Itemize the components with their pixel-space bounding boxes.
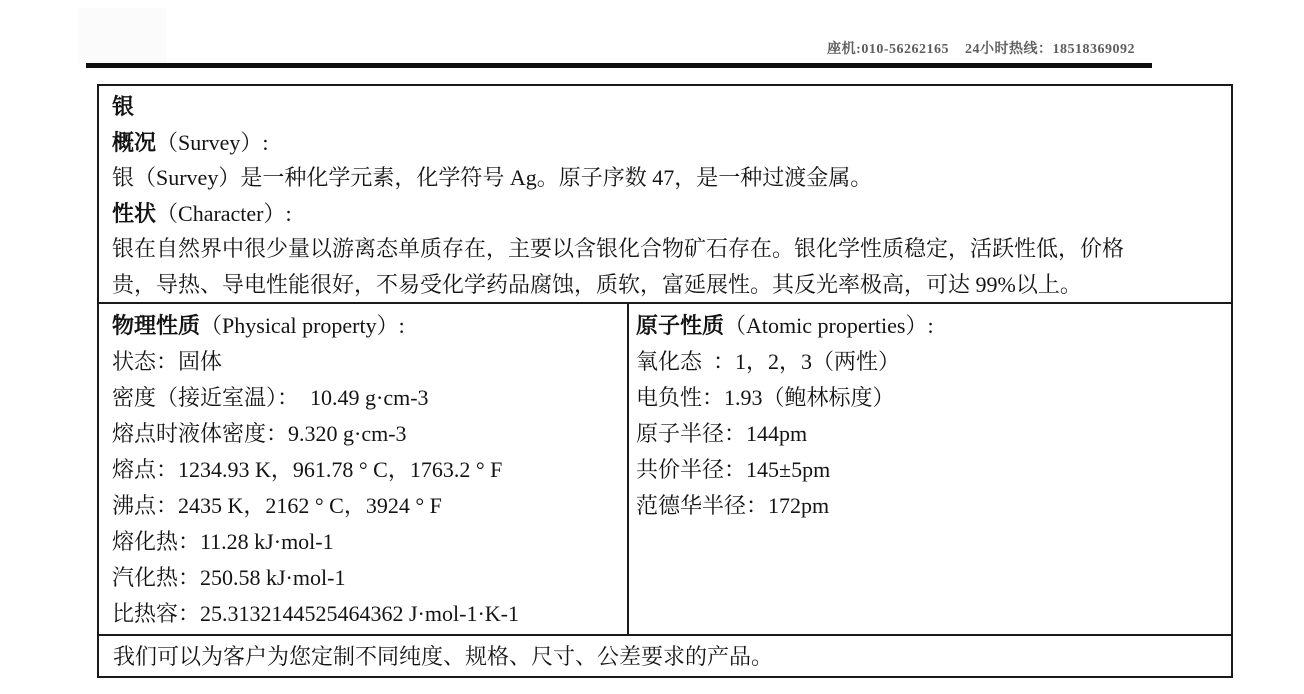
- physical-property-row: 熔点：1234.93 K，961.78 ° C，1763.2 ° F: [112, 457, 503, 482]
- physical-property-row: 沸点：2435 K，2162 ° C，3924 ° F: [112, 493, 442, 518]
- survey-text: 银（Survey）是一种化学元素，化学符号 Ag。原子序数 47，是一种过渡金属。: [112, 165, 873, 190]
- character-text-line2: 贵，导热、导电性能很好，不易受化学药品腐蚀，质软，富延展性。其反光率极高，可达 99%以上。: [112, 271, 1082, 297]
- character-heading-cn: 性状: [112, 200, 157, 226]
- intro-section: [99, 86, 1231, 304]
- survey-heading-en: （Survey）:: [156, 129, 269, 155]
- character-text-line1: 银在自然界中很少量以游离态单质存在，主要以含银化合物矿石存在。银化学性质稳定，活跃性低，价格: [112, 236, 1125, 261]
- physical-property-row: 比热容：25.3132144525464362 J·mol-1·K-1: [112, 601, 519, 626]
- customization-note: 我们可以为客户为您定制不同纯度、规格、尺寸、公差要求的产品。: [113, 644, 774, 669]
- survey-heading: [112, 125, 1217, 161]
- atomic-property-row: 电负性：1.93（鲍林标度）: [636, 385, 895, 410]
- element-title: 银: [112, 94, 135, 119]
- properties-section: [99, 304, 1231, 636]
- atomic-title-en: （Atomic properties）:: [724, 313, 934, 338]
- physical-title-en: （Physical property）:: [200, 313, 405, 338]
- character-heading: [112, 196, 1217, 232]
- physical-properties-column: [99, 304, 629, 634]
- survey-heading-cn: 概况: [112, 129, 157, 155]
- atomic-properties-list: [636, 344, 1223, 524]
- atomic-property-row: 共价半径：145±5pm: [636, 457, 831, 482]
- character-heading-en: （Character）:: [156, 200, 292, 226]
- logo-placeholder: [78, 8, 166, 64]
- physical-properties-title: [112, 308, 619, 344]
- physical-property-row: 汽化热：250.58 kJ·mol-1: [112, 565, 346, 590]
- physical-title-cn: 物理性质: [112, 313, 201, 338]
- atomic-property-row: 原子半径：144pm: [636, 421, 808, 446]
- header-divider: [86, 63, 1152, 68]
- physical-property-row: 熔点时液体密度：9.320 g·cm-3: [112, 421, 407, 446]
- atomic-title-cn: 原子性质: [636, 313, 725, 338]
- atomic-property-row: 范德华半径：172pm: [636, 493, 830, 518]
- physical-properties-list: [112, 344, 619, 632]
- contact-info: 座机:010-56262165 24小时热线：18518369092: [827, 42, 1135, 57]
- element-info-table: [97, 84, 1233, 678]
- physical-property-row: 密度（接近室温）： 10.49 g·cm-3: [112, 385, 429, 410]
- physical-property-row: 熔化热：11.28 kJ·mol-1: [112, 529, 334, 554]
- atomic-properties-column: [629, 304, 1231, 634]
- physical-property-row: 状态：固体: [112, 349, 223, 374]
- atomic-properties-title: [636, 308, 1223, 344]
- atomic-property-row: 氧化态 ：1，2，3（两性）: [636, 349, 901, 374]
